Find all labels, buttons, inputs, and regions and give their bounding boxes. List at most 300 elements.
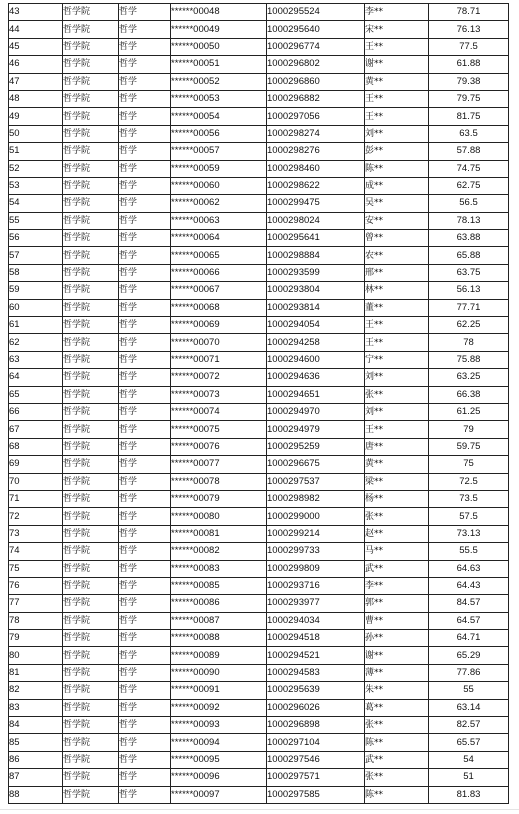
score-cell: 75 (429, 456, 509, 473)
application-id-cell: 1000295639 (267, 682, 365, 699)
score-cell: 74.75 (429, 160, 509, 177)
major-cell: 哲学 (119, 247, 171, 264)
row-number-cell: 79 (9, 630, 63, 647)
college-cell: 哲学院 (63, 525, 119, 542)
major-cell: 哲学 (119, 386, 171, 403)
college-cell: 哲学院 (63, 108, 119, 125)
application-id-cell: 1000299000 (267, 508, 365, 525)
table-row (9, 612, 509, 629)
exam-id-cell: ******00093 (171, 717, 267, 734)
row-number-cell: 46 (9, 56, 63, 73)
exam-id-cell: ******00070 (171, 334, 267, 351)
row-number-cell: 72 (9, 508, 63, 525)
table-row (9, 717, 509, 734)
table-row (9, 786, 509, 803)
row-number-cell: 50 (9, 125, 63, 142)
major-cell: 哲学 (119, 734, 171, 751)
major-cell: 哲学 (119, 108, 171, 125)
score-cell: 51 (429, 769, 509, 786)
table-row (9, 751, 509, 768)
table-row (9, 369, 509, 386)
application-id-cell: 1000296802 (267, 56, 365, 73)
row-number-cell: 45 (9, 38, 63, 55)
table-row (9, 682, 509, 699)
name-cell: 薄** (365, 664, 429, 681)
college-cell: 哲学院 (63, 403, 119, 420)
name-cell: 宋** (365, 21, 429, 38)
score-cell: 79.38 (429, 73, 509, 90)
college-cell: 哲学院 (63, 230, 119, 247)
exam-id-cell: ******00069 (171, 317, 267, 334)
exam-id-cell: ******00059 (171, 160, 267, 177)
exam-id-cell: ******00095 (171, 751, 267, 768)
name-cell: 林** (365, 282, 429, 299)
college-cell: 哲学院 (63, 595, 119, 612)
score-cell: 64.57 (429, 612, 509, 629)
table-row (9, 769, 509, 786)
college-cell: 哲学院 (63, 490, 119, 507)
exam-id-cell: ******00054 (171, 108, 267, 125)
major-cell: 哲学 (119, 351, 171, 368)
score-cell: 76.13 (429, 21, 509, 38)
table-row (9, 560, 509, 577)
college-cell: 哲学院 (63, 177, 119, 194)
table-row (9, 351, 509, 368)
exam-id-cell: ******00065 (171, 247, 267, 264)
application-id-cell: 1000295640 (267, 21, 365, 38)
table-row (9, 143, 509, 160)
table-row (9, 160, 509, 177)
application-id-cell: 1000294034 (267, 612, 365, 629)
college-cell: 哲学院 (63, 682, 119, 699)
table-row (9, 282, 509, 299)
score-cell: 63.5 (429, 125, 509, 142)
score-cell: 79.75 (429, 90, 509, 107)
college-cell: 哲学院 (63, 456, 119, 473)
table-row (9, 525, 509, 542)
score-cell: 57.5 (429, 508, 509, 525)
exam-id-cell: ******00051 (171, 56, 267, 73)
table-row (9, 577, 509, 594)
name-cell: 曹** (365, 612, 429, 629)
application-id-cell: 1000296774 (267, 38, 365, 55)
exam-id-cell: ******00078 (171, 473, 267, 490)
name-cell: 唐** (365, 438, 429, 455)
row-number-cell: 88 (9, 786, 63, 803)
row-number-cell: 78 (9, 612, 63, 629)
application-id-cell: 1000294583 (267, 664, 365, 681)
score-cell: 78 (429, 334, 509, 351)
table-row (9, 543, 509, 560)
row-number-cell: 80 (9, 647, 63, 664)
score-cell: 63.14 (429, 699, 509, 716)
table-body (9, 4, 509, 804)
college-cell: 哲学院 (63, 577, 119, 594)
application-id-cell: 1000294258 (267, 334, 365, 351)
application-id-cell: 1000298622 (267, 177, 365, 194)
score-cell: 54 (429, 751, 509, 768)
table-row (9, 438, 509, 455)
major-cell: 哲学 (119, 264, 171, 281)
exam-id-cell: ******00057 (171, 143, 267, 160)
major-cell: 哲学 (119, 282, 171, 299)
table-row (9, 595, 509, 612)
name-cell: 陈** (365, 160, 429, 177)
exam-id-cell: ******00081 (171, 525, 267, 542)
exam-id-cell: ******00071 (171, 351, 267, 368)
table-row (9, 21, 509, 38)
application-id-cell: 1000294600 (267, 351, 365, 368)
exam-id-cell: ******00063 (171, 212, 267, 229)
name-cell: 梁** (365, 473, 429, 490)
major-cell: 哲学 (119, 508, 171, 525)
table-row (9, 473, 509, 490)
name-cell: 宁** (365, 351, 429, 368)
table-row (9, 264, 509, 281)
college-cell: 哲学院 (63, 438, 119, 455)
row-number-cell: 49 (9, 108, 63, 125)
exam-id-cell: ******00083 (171, 560, 267, 577)
row-number-cell: 62 (9, 334, 63, 351)
name-cell: 彭** (365, 143, 429, 160)
college-cell: 哲学院 (63, 195, 119, 212)
college-cell: 哲学院 (63, 90, 119, 107)
college-cell: 哲学院 (63, 212, 119, 229)
row-number-cell: 73 (9, 525, 63, 542)
row-number-cell: 83 (9, 699, 63, 716)
name-cell: 武** (365, 751, 429, 768)
major-cell: 哲学 (119, 664, 171, 681)
college-cell: 哲学院 (63, 351, 119, 368)
name-cell: 成** (365, 177, 429, 194)
row-number-cell: 58 (9, 264, 63, 281)
name-cell: 安** (365, 212, 429, 229)
application-id-cell: 1000297585 (267, 786, 365, 803)
major-cell: 哲学 (119, 699, 171, 716)
row-number-cell: 59 (9, 282, 63, 299)
score-cell: 73.5 (429, 490, 509, 507)
score-cell: 64.63 (429, 560, 509, 577)
table-row (9, 403, 509, 420)
major-cell: 哲学 (119, 299, 171, 316)
row-number-cell: 68 (9, 438, 63, 455)
row-number-cell: 56 (9, 230, 63, 247)
table-row (9, 195, 509, 212)
exam-id-cell: ******00073 (171, 386, 267, 403)
score-cell: 56.5 (429, 195, 509, 212)
exam-id-cell: ******00087 (171, 612, 267, 629)
row-number-cell: 60 (9, 299, 63, 316)
table-row (9, 125, 509, 142)
major-cell: 哲学 (119, 403, 171, 420)
application-id-cell: 1000294970 (267, 403, 365, 420)
score-cell: 79 (429, 421, 509, 438)
row-number-cell: 65 (9, 386, 63, 403)
score-cell: 63.25 (429, 369, 509, 386)
score-cell: 77.5 (429, 38, 509, 55)
exam-id-cell: ******00066 (171, 264, 267, 281)
major-cell: 哲学 (119, 177, 171, 194)
major-cell: 哲学 (119, 56, 171, 73)
score-cell: 77.86 (429, 664, 509, 681)
major-cell: 哲学 (119, 438, 171, 455)
table-row (9, 456, 509, 473)
exam-id-cell: ******00072 (171, 369, 267, 386)
table-row (9, 177, 509, 194)
college-cell: 哲学院 (63, 317, 119, 334)
college-cell: 哲学院 (63, 264, 119, 281)
table-row (9, 490, 509, 507)
application-id-cell: 1000296898 (267, 717, 365, 734)
table-row (9, 38, 509, 55)
college-cell: 哲学院 (63, 38, 119, 55)
major-cell: 哲学 (119, 751, 171, 768)
name-cell: 朱** (365, 682, 429, 699)
name-cell: 王** (365, 334, 429, 351)
major-cell: 哲学 (119, 334, 171, 351)
major-cell: 哲学 (119, 490, 171, 507)
row-number-cell: 86 (9, 751, 63, 768)
name-cell: 赵** (365, 525, 429, 542)
application-id-cell: 1000297546 (267, 751, 365, 768)
major-cell: 哲学 (119, 612, 171, 629)
application-id-cell: 1000294979 (267, 421, 365, 438)
score-cell: 57.88 (429, 143, 509, 160)
row-number-cell: 70 (9, 473, 63, 490)
exam-id-cell: ******00053 (171, 90, 267, 107)
college-cell: 哲学院 (63, 125, 119, 142)
application-id-cell: 1000297537 (267, 473, 365, 490)
major-cell: 哲学 (119, 560, 171, 577)
college-cell: 哲学院 (63, 4, 119, 21)
college-cell: 哲学院 (63, 751, 119, 768)
table-row (9, 317, 509, 334)
score-cell: 81.83 (429, 786, 509, 803)
college-cell: 哲学院 (63, 647, 119, 664)
name-cell: 谢** (365, 647, 429, 664)
name-cell: 刘** (365, 125, 429, 142)
row-number-cell: 44 (9, 21, 63, 38)
college-cell: 哲学院 (63, 630, 119, 647)
major-cell: 哲学 (119, 90, 171, 107)
score-cell: 77.71 (429, 299, 509, 316)
major-cell: 哲学 (119, 369, 171, 386)
score-table (8, 3, 509, 804)
college-cell: 哲学院 (63, 73, 119, 90)
major-cell: 哲学 (119, 212, 171, 229)
score-cell: 66.38 (429, 386, 509, 403)
row-number-cell: 54 (9, 195, 63, 212)
major-cell: 哲学 (119, 786, 171, 803)
table-row (9, 386, 509, 403)
application-id-cell: 1000298982 (267, 490, 365, 507)
college-cell: 哲学院 (63, 664, 119, 681)
name-cell: 李** (365, 577, 429, 594)
row-number-cell: 84 (9, 717, 63, 734)
name-cell: 董** (365, 299, 429, 316)
table-row (9, 334, 509, 351)
name-cell: 陈** (365, 786, 429, 803)
application-id-cell: 1000294054 (267, 317, 365, 334)
exam-id-cell: ******00068 (171, 299, 267, 316)
application-id-cell: 1000299733 (267, 543, 365, 560)
application-id-cell: 1000296882 (267, 90, 365, 107)
score-cell: 75.88 (429, 351, 509, 368)
row-number-cell: 77 (9, 595, 63, 612)
name-cell: 黄** (365, 73, 429, 90)
exam-id-cell: ******00064 (171, 230, 267, 247)
score-cell: 56.13 (429, 282, 509, 299)
row-number-cell: 43 (9, 4, 63, 21)
exam-id-cell: ******00085 (171, 577, 267, 594)
row-number-cell: 85 (9, 734, 63, 751)
application-id-cell: 1000293804 (267, 282, 365, 299)
major-cell: 哲学 (119, 21, 171, 38)
row-number-cell: 63 (9, 351, 63, 368)
row-number-cell: 67 (9, 421, 63, 438)
score-cell: 65.29 (429, 647, 509, 664)
name-cell: 谢** (365, 56, 429, 73)
application-id-cell: 1000295641 (267, 230, 365, 247)
college-cell: 哲学院 (63, 543, 119, 560)
name-cell: 张** (365, 769, 429, 786)
application-id-cell: 1000293814 (267, 299, 365, 316)
name-cell: 王** (365, 108, 429, 125)
exam-id-cell: ******00086 (171, 595, 267, 612)
application-id-cell: 1000293716 (267, 577, 365, 594)
application-id-cell: 1000297571 (267, 769, 365, 786)
table-row (9, 108, 509, 125)
application-id-cell: 1000299214 (267, 525, 365, 542)
exam-id-cell: ******00094 (171, 734, 267, 751)
name-cell: 吴** (365, 195, 429, 212)
row-number-cell: 48 (9, 90, 63, 107)
application-id-cell: 1000293599 (267, 264, 365, 281)
score-cell: 72.5 (429, 473, 509, 490)
major-cell: 哲学 (119, 647, 171, 664)
table-row (9, 508, 509, 525)
exam-id-cell: ******00089 (171, 647, 267, 664)
application-id-cell: 1000297104 (267, 734, 365, 751)
row-number-cell: 74 (9, 543, 63, 560)
college-cell: 哲学院 (63, 369, 119, 386)
row-number-cell: 75 (9, 560, 63, 577)
table-row (9, 299, 509, 316)
application-id-cell: 1000296675 (267, 456, 365, 473)
row-number-cell: 51 (9, 143, 63, 160)
college-cell: 哲学院 (63, 734, 119, 751)
exam-id-cell: ******00067 (171, 282, 267, 299)
application-id-cell: 1000295524 (267, 4, 365, 21)
score-cell: 84.57 (429, 595, 509, 612)
college-cell: 哲学院 (63, 247, 119, 264)
application-id-cell: 1000296860 (267, 73, 365, 90)
row-number-cell: 52 (9, 160, 63, 177)
application-id-cell: 1000293977 (267, 595, 365, 612)
college-cell: 哲学院 (63, 386, 119, 403)
major-cell: 哲学 (119, 230, 171, 247)
name-cell: 杨** (365, 490, 429, 507)
exam-id-cell: ******00074 (171, 403, 267, 420)
major-cell: 哲学 (119, 125, 171, 142)
row-number-cell: 69 (9, 456, 63, 473)
name-cell: 曾** (365, 230, 429, 247)
table-row (9, 90, 509, 107)
application-id-cell: 1000294651 (267, 386, 365, 403)
score-cell: 64.43 (429, 577, 509, 594)
table-row (9, 56, 509, 73)
major-cell: 哲学 (119, 543, 171, 560)
score-cell: 62.75 (429, 177, 509, 194)
application-id-cell: 1000296026 (267, 699, 365, 716)
name-cell: 刘** (365, 403, 429, 420)
major-cell: 哲学 (119, 577, 171, 594)
table-row (9, 664, 509, 681)
college-cell: 哲学院 (63, 143, 119, 160)
score-cell: 73.13 (429, 525, 509, 542)
application-id-cell: 1000298884 (267, 247, 365, 264)
college-cell: 哲学院 (63, 560, 119, 577)
major-cell: 哲学 (119, 630, 171, 647)
score-cell: 78.71 (429, 4, 509, 21)
table-row (9, 734, 509, 751)
exam-id-cell: ******00077 (171, 456, 267, 473)
college-cell: 哲学院 (63, 699, 119, 716)
score-cell: 62.25 (429, 317, 509, 334)
major-cell: 哲学 (119, 525, 171, 542)
major-cell: 哲学 (119, 317, 171, 334)
exam-id-cell: ******00060 (171, 177, 267, 194)
exam-id-cell: ******00050 (171, 38, 267, 55)
score-cell: 82.57 (429, 717, 509, 734)
college-cell: 哲学院 (63, 282, 119, 299)
major-cell: 哲学 (119, 717, 171, 734)
name-cell: 武** (365, 560, 429, 577)
row-number-cell: 61 (9, 317, 63, 334)
row-number-cell: 66 (9, 403, 63, 420)
exam-id-cell: ******00079 (171, 490, 267, 507)
application-id-cell: 1000299475 (267, 195, 365, 212)
college-cell: 哲学院 (63, 717, 119, 734)
name-cell: 张** (365, 386, 429, 403)
college-cell: 哲学院 (63, 160, 119, 177)
exam-id-cell: ******00080 (171, 508, 267, 525)
row-number-cell: 81 (9, 664, 63, 681)
row-number-cell: 57 (9, 247, 63, 264)
college-cell: 哲学院 (63, 473, 119, 490)
application-id-cell: 1000297056 (267, 108, 365, 125)
name-cell: 马** (365, 543, 429, 560)
major-cell: 哲学 (119, 143, 171, 160)
college-cell: 哲学院 (63, 299, 119, 316)
major-cell: 哲学 (119, 73, 171, 90)
major-cell: 哲学 (119, 160, 171, 177)
college-cell: 哲学院 (63, 508, 119, 525)
exam-id-cell: ******00088 (171, 630, 267, 647)
major-cell: 哲学 (119, 456, 171, 473)
score-cell: 55 (429, 682, 509, 699)
table-row (9, 73, 509, 90)
exam-id-cell: ******00062 (171, 195, 267, 212)
row-number-cell: 53 (9, 177, 63, 194)
table-row (9, 630, 509, 647)
exam-id-cell: ******00076 (171, 438, 267, 455)
score-cell: 63.88 (429, 230, 509, 247)
name-cell: 王** (365, 317, 429, 334)
exam-id-cell: ******00056 (171, 125, 267, 142)
name-cell: 王** (365, 421, 429, 438)
score-cell: 59.75 (429, 438, 509, 455)
